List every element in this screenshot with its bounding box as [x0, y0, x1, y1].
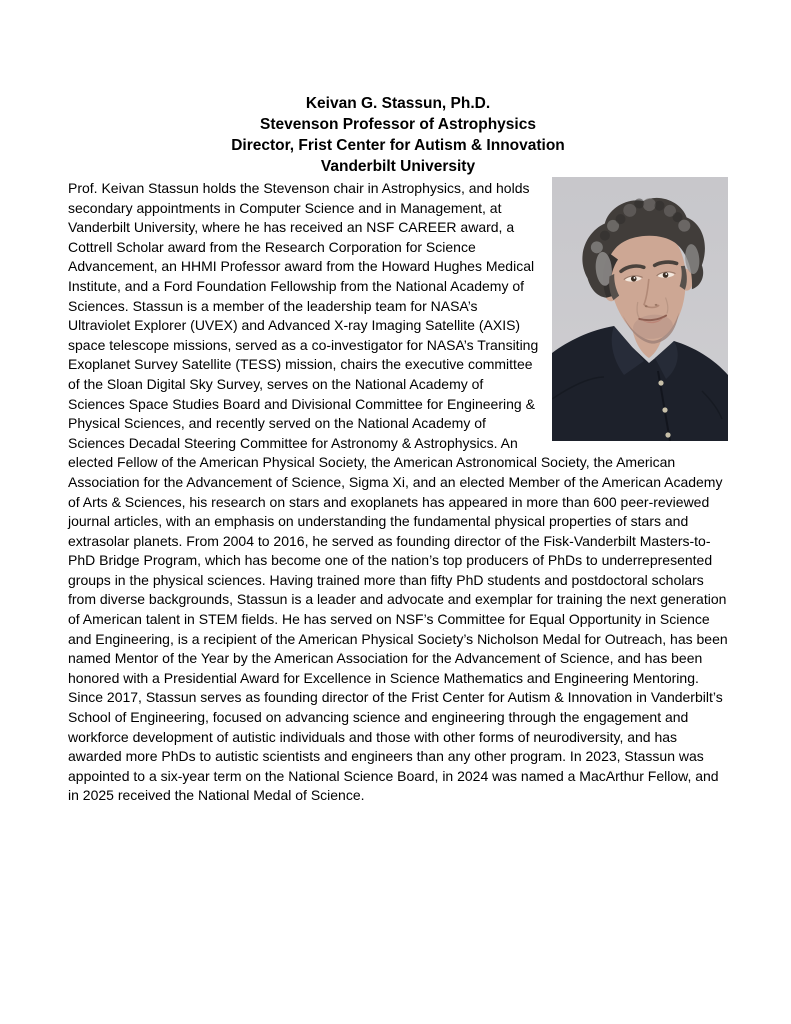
- portrait-photo-graphic: [552, 177, 728, 441]
- person-title-professorship: Stevenson Professor of Astrophysics: [260, 116, 536, 133]
- bio-paragraph-1: Prof. Keivan Stassun holds the Stevenson chair in Astrophysics, and holds secondary appointments in Computer Science and in Management, at Vanderbilt University, where he has received an NSF CAREER award, a Cottrell Scholar award from the Research Corporation for Science Advancement, an HHMI Professor award from the Howard Hughes Medical Institute, and a Ford Foundation Fellowship from the National Academy of Sciences. Stassun is a member of the leadership team for NASA’s Ultraviolet Explorer (UVEX) and Advanced X-ray Imaging Satellite (AXIS) space telescope missions, served as a co-investigator for NASA’s Transiting Exoplanet Survey Satellite (TESS) mission, chairs the executive committee of the Sloan Digital Sky Survey, serves on the National Academy of Sciences Space Studies Board and Divisional Committee for Engineering & Physical Sciences, and recently served on the National Academy of Sciences Decadal Steering Committee for Astronomy & Astrophysics. An elected Fellow of the American Physical Society, the American Astronomical Society, the American Association for the Advancement of Science, Sigma Xi, and an elected Member of the American Academy of Arts & Sciences, his research on stars and exoplanets has appeared in more than 600 peer-reviewed journal articles, with an emphasis on understanding the fundamental physical properties of stars and extrasolar planets. From 2004 to 2016, he served as founding director of the Fisk-Vanderbilt Masters-to-PhD Bridge Program, which has become one of the nation’s top producers of PhDs to underrepresented groups in the physical sciences. Having trained more than fifty PhD students and postdoctoral scholars from diverse backgrounds, Stassun is a leader and advocate and exemplar for training the next generation of American talent in STEM fields. He has served on NSF’s Committee for Equal Opportunity in Science and Engineering, is a recipient of the American Physical Society’s Nicholson Medal for Outreach, has been named Mentor of the Year by the American Association for the Advancement of Science, and has been honored with a Presidential Award for Excellence in Science Mathematics and Engineering Mentoring.: [68, 180, 728, 686]
- bio-header: [68, 93, 728, 177]
- person-institution: Vanderbilt University: [320, 158, 476, 175]
- portrait-photo: [552, 177, 728, 441]
- bio-body: [68, 179, 728, 806]
- person-title-directorship: Director, Frist Center for Autism & Innovation: [231, 137, 565, 154]
- bio-paragraph-2: Since 2017, Stassun serves as founding director of the Frist Center for Autism & Innovation in Vanderbilt’s School of Engineering, focused on advancing science and engineering through the engagement and workforce development of autistic individuals and those with other forms of neurodiversity, and has awarded more PhDs to autistic scientists and engineers than any other program. In 2023, Stassun was appointed to a six-year term on the National Science Board, in 2024 was named a MacArthur Fellow, and in 2025 received the National Medal of Science.: [68, 689, 723, 804]
- person-name: Keivan G. Stassun, Ph.D.: [305, 95, 491, 112]
